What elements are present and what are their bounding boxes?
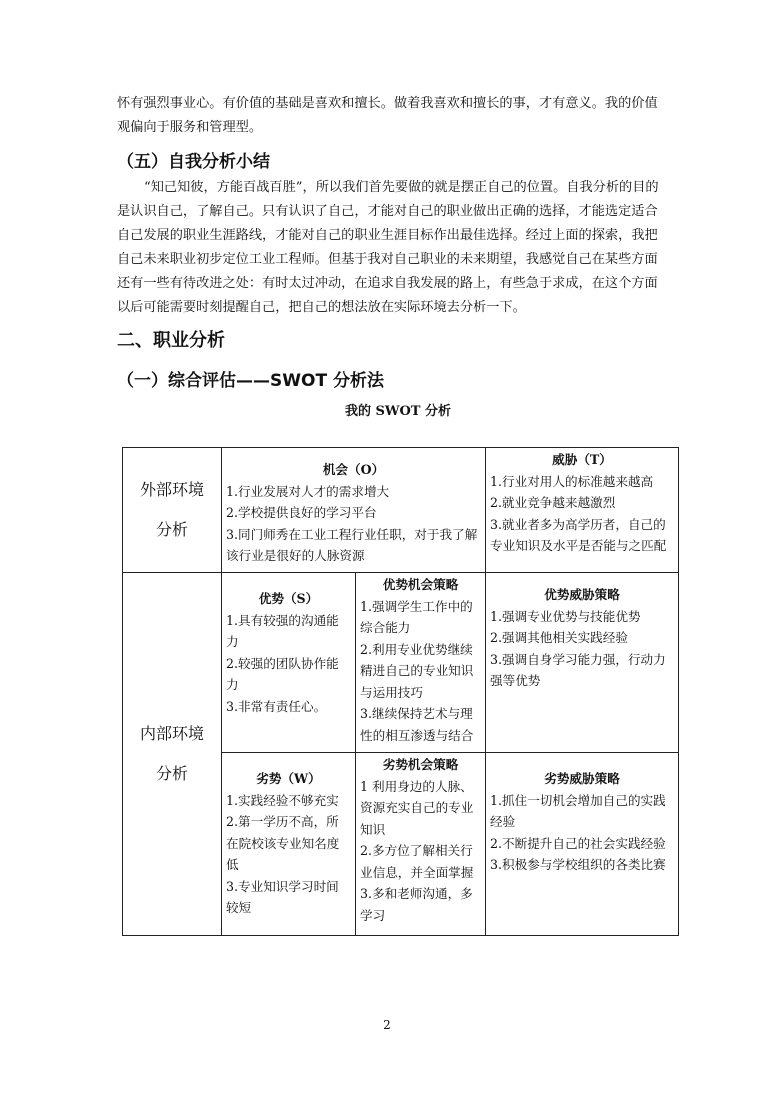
- internal-label: [123, 573, 222, 936]
- wt-strategy-cell: [486, 753, 679, 936]
- opportunity-list: [226, 481, 481, 567]
- wo-strategy-title: 劣势机会策略: [382, 757, 459, 772]
- intro-paragraph: 怀有强烈事业心。有价值的基础是喜欢和擅长。做着我喜欢和擅长的事，才有意义。我的价值观偏向于服务和管理型。: [117, 96, 658, 135]
- st-strategy-title: 优势威胁策略: [544, 587, 620, 602]
- external-label-line1: 外部环境: [139, 480, 204, 499]
- table-caption: 我的 SWOT 分析: [344, 404, 452, 419]
- weakness-title: 劣势（W）: [256, 771, 321, 786]
- list-item: 2.就业竞争越来越激烈: [490, 495, 616, 510]
- list-item: 2.强调其他相关实践经验: [490, 630, 628, 645]
- list-item: 1.行业对用人的标准越来越高: [490, 473, 654, 489]
- section5-paragraph: “知己知彼，方能百战百胜”，所以我们首先要做的就是摆正自己的位置。自我分析的目的是认识自己，了解自己。只有认识了自己，才能对自己的职业做出正确的选择，才能选定适合自己发展的职业生涯路线，才能对自己的职业生涯目标作出最佳选择。经过上面的探索，我把自己未来职业初步定位工业工程师。但基于我对自己职业的未来期望，我感觉自己在某些方面还有一些有待改进之处：有时太过冲动，在追求自我发展的路上，有些急于求成，在这个方面以后可能需要时刻提醒自己，把自己的想法放在实际环境去分析一下。: [117, 180, 659, 315]
- wt-strategy-title: 劣势威胁策略: [544, 771, 620, 786]
- page-number: 2: [383, 1018, 391, 1032]
- internal-label-line2: 分析: [155, 764, 188, 783]
- swot-table: [122, 447, 679, 936]
- threat-title: 威胁（T）: [552, 452, 612, 467]
- list-item: 3.就业者多为高学历者，自己的专业知识及水平是否能与之匹配: [490, 516, 667, 553]
- list-item: 1.实践经验不够充实: [226, 792, 339, 808]
- wo-strategy-cell: [356, 753, 486, 936]
- list-item: 3.同门师秀在工业工程行业任职，对于我了解该行业是很好的人脉资源: [226, 526, 478, 563]
- list-item: 1.具有较强的沟通能力: [226, 612, 339, 649]
- list-item: 2.较强的团队协作能力: [226, 655, 339, 692]
- external-label-line2: 分析: [155, 520, 188, 539]
- list-item: 1 利用身边的人脉、资源充实自己的专业知识: [360, 778, 474, 837]
- wo-strategy-list: [360, 776, 481, 927]
- so-strategy-list: [360, 596, 481, 747]
- list-item: 3.多和老师沟通，多学习: [360, 886, 473, 923]
- internal-label-line1: 内部环境: [139, 724, 204, 743]
- external-row: [123, 448, 679, 573]
- weakness-list: [226, 790, 351, 919]
- section5-heading: （五）自我分析小结: [117, 152, 270, 172]
- strength-cell: [222, 573, 356, 753]
- opportunity-cell: [222, 448, 486, 573]
- list-item: 2.第一学历不高，所在院校该专业知名度低: [226, 814, 340, 872]
- strength-row: [123, 573, 679, 753]
- st-strategy-cell: [486, 573, 679, 753]
- chapter2-heading: 二、职业分析: [117, 330, 225, 351]
- list-item: 3.强调自身学习能力强，行动力强等优势: [490, 651, 666, 688]
- strength-title: 优势（S）: [258, 591, 319, 606]
- list-item: 1.强调学生工作中的综合能力: [360, 598, 473, 635]
- strength-list: [226, 610, 351, 718]
- list-item: 1.行业发展对人才的需求增大: [226, 483, 390, 499]
- list-item: 2.不断提升自己的社会实践经验: [490, 835, 666, 851]
- list-item: 2.学校提供良好的学习平台: [226, 505, 377, 520]
- threat-list: [490, 471, 674, 557]
- st-strategy-list: [490, 606, 674, 692]
- list-item: 3.专业知识学习时间较短: [226, 878, 339, 915]
- wt-strategy-list: [490, 790, 674, 876]
- weakness-cell: [222, 753, 356, 936]
- external-label: [123, 448, 222, 573]
- opportunity-title: 机会（O）: [322, 462, 385, 477]
- subsection1-heading: （一）综合评估——SWOT 分析法: [117, 371, 384, 391]
- so-strategy-title: 优势机会策略: [382, 577, 459, 592]
- list-item: 2.利用专业优势继续精进自己的专业知识与运用技巧: [360, 641, 474, 700]
- threat-cell: [486, 448, 679, 573]
- so-strategy-cell: [356, 573, 486, 753]
- list-item: 2.多方位了解相关行业信息，并全面掌握: [360, 843, 474, 880]
- list-item: 3.非常有责任心。: [226, 698, 327, 714]
- list-item: 3.积极参与学校组织的各类比赛: [490, 857, 666, 872]
- list-item: 1.强调专业优势与技能优势: [490, 608, 641, 624]
- list-item: 1.抓住一切机会增加自己的实践经验: [490, 792, 666, 829]
- list-item: 3.继续保持艺术与理性的相互渗透与结合: [360, 706, 474, 743]
